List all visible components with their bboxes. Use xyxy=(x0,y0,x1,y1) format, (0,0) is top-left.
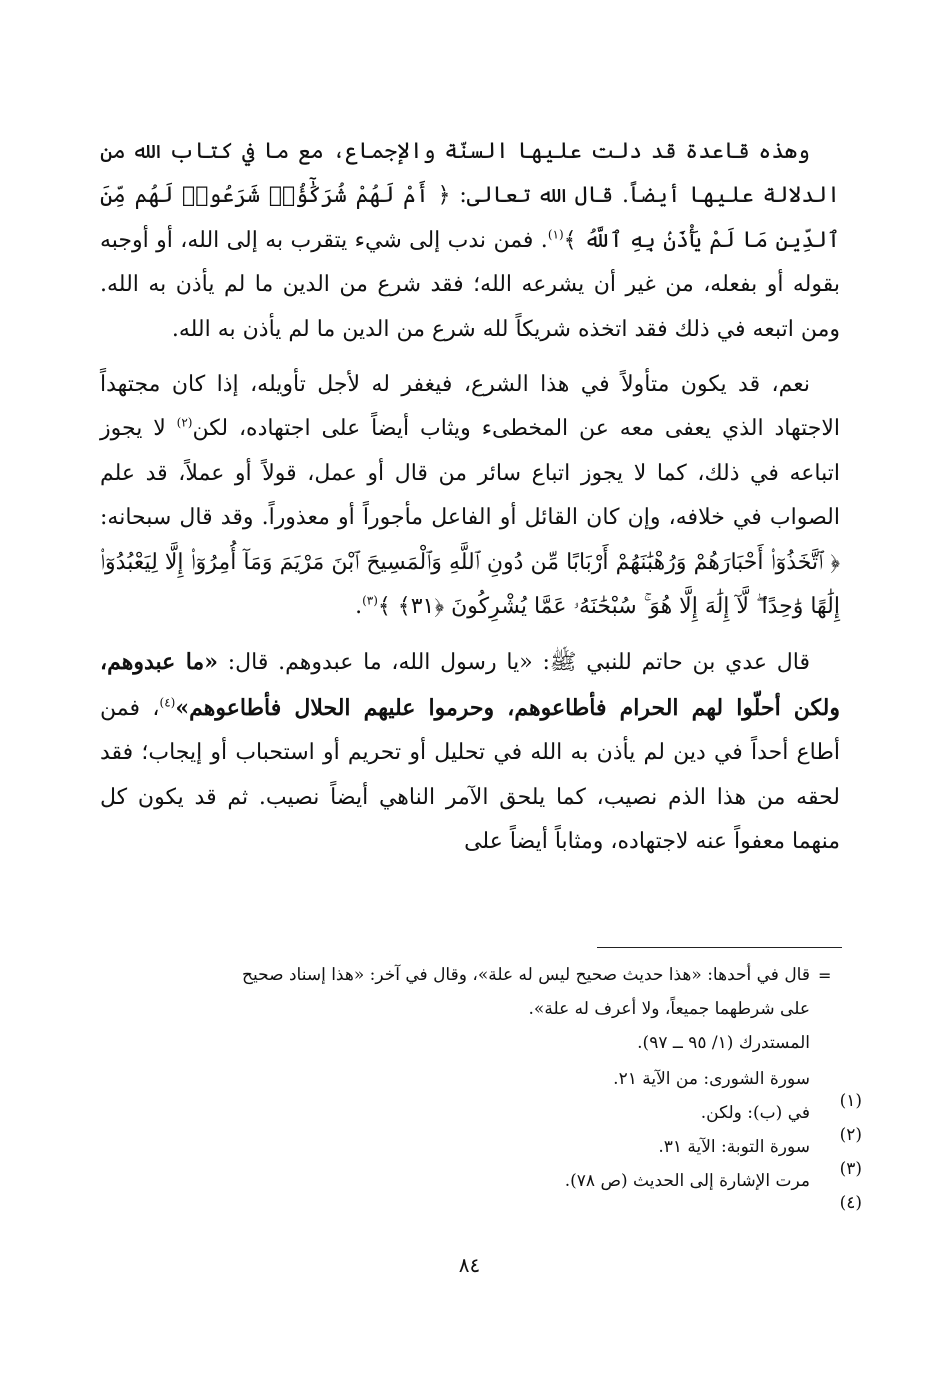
footnote-ref-3[interactable]: (٣) xyxy=(362,593,378,608)
footnote-continued-line-1: قال في أحدها: «هذا حديث صحيح ليس له علة»، وقال في آخر: «هذا إسناد صحيح xyxy=(242,965,810,985)
main-text xyxy=(100,130,840,865)
paragraph-2-end: . xyxy=(355,594,363,620)
quran-verse-at-tawba: ﴿ ٱتَّخَذُوٓا۟ أَحْبَارَهُمْ وَرُهْبَٰنَهُمْ أَرْبَابًا مِّن دُونِ ٱللَّهِ وَٱلْمَسِيحَ ٱبْنَ مَرْيَمَ وَمَآ أُمِرُوٓا۟ إِلَّا لِيَعْبُدُوٓا۟ إِلَٰهًا وَٰحِدًا ۖ لَّآ إِلَٰهَ إِلَّا هُوَ ۚ سُبْحَٰنَهُۥ عَمَّا يُشْرِكُونَ ﴿٣١﴾ ﴾ xyxy=(100,549,840,620)
footnote-number-3: (٣) xyxy=(839,1159,862,1179)
footnote-text-4: مرت الإشارة إلى الحديث (ص ٧٨). xyxy=(564,1171,810,1191)
footnote-2 xyxy=(130,1096,862,1145)
footnote-ref-2[interactable]: (٢) xyxy=(176,416,193,431)
paragraph-3-text-cont: ، فمن أطاع أحداً في دين لم يأذن به الله في تحليل أو تحريم أو استحباب أو إيجاب؛ فقد لحقه من هذا الذم نصيب، كما يلحق الآمر الناهي أيضاً نصيب. ثم قد يكون كل منهما معفواً عنه لاجتهاده، ومثاباً أيضاً على xyxy=(100,695,840,855)
footnote-text-1: سورة الشورى: من الآية ٢١. xyxy=(613,1069,810,1089)
paragraph-1 xyxy=(100,130,840,352)
paragraph-3 xyxy=(100,640,840,864)
paragraph-2 xyxy=(100,363,840,629)
hadith-quote: «ما عبدوهم، ولكن أحلّوا لهم الحرام فأطاعوهم، وحرموا عليهم الحلال فأطاعوهم» xyxy=(100,649,841,721)
footnote-number-1: (١) xyxy=(839,1091,862,1111)
paragraph-3-text: قال عدي بن حاتم للنبي ﷺ: «يا رسول الله، ما عبدوهم. قال: xyxy=(217,650,810,676)
paragraph-1-text-cont: . فمن ندب إلى شيء يتقرب به إلى الله، أو أوجبه بقوله أو بفعله، من غير أن يشرعه الله؛ فقد شرع من الدين ما لم يأذن به الله. ومن اتبعه في ذلك فقد اتخذه شريكاً لله شرع من الدين ما لم يأذن به الله. xyxy=(100,227,840,342)
footnote-4 xyxy=(130,1164,862,1213)
footnote-continued-line-2: على شرطهما جميعاً، ولا أعرف له علة». xyxy=(528,999,810,1019)
footnote-number-2: (٢) xyxy=(839,1125,862,1145)
footnote-1 xyxy=(130,1062,862,1111)
paragraph-2-text-cont: لا يجوز اتباعه في ذلك، كما لا يجوز اتباع سائر من قال أو عمل، قولاً أو عملاً، قد علم الصواب في خلافه، وإن كان القائل أو الفاعل مأجوراً أو معذوراً. وقد قال سبحانه: xyxy=(100,416,840,531)
paragraph-2-text: نعم، قد يكون متأولاً في هذا الشرع، فيغفر له لأجل تأويله، إذا كان مجتهداً الاجتهاد الذي يعفى معه عن المخطىء ويثاب أيضاً على اجتهاده، لكن xyxy=(100,372,840,442)
footnote-list xyxy=(130,1062,862,1213)
footnote-continued-line-3: المستدرك (١/ ٩٥ ــ ٩٧). xyxy=(637,1033,810,1053)
paragraph-1-text: وهذه قاعدة قد دلت عليها السنّة والإجماع، مع ما في كتاب الله من الدلالة عليها أيضاً. قال الله تعالى: xyxy=(100,139,840,209)
quran-verse-ash-shura: ﴿ أَمْ لَهُمْ شُرَكَٰٓؤُا۟ شَرَعُوا۟ لَهُم مِّنَ ٱلدِّينِ مَا لَمْ يَأْذَنۢ بِهِ ٱللَّهُ ﴾ xyxy=(100,183,840,253)
footnotes xyxy=(130,958,862,1213)
footnote-continuation-mark: = xyxy=(818,966,832,985)
footnote-ref-1[interactable]: (١) xyxy=(547,227,564,242)
footnote-separator xyxy=(597,947,842,948)
footnote-text-2: في (ب): ولكن. xyxy=(700,1103,810,1123)
footnote-ref-4[interactable]: (٤) xyxy=(159,695,176,710)
footnote-number-4: (٤) xyxy=(839,1193,862,1213)
page-number: ٨٤ xyxy=(458,1253,481,1277)
footnote-text-3: سورة التوبة: الآية ٣١. xyxy=(658,1137,810,1157)
footnote-3 xyxy=(130,1130,862,1179)
